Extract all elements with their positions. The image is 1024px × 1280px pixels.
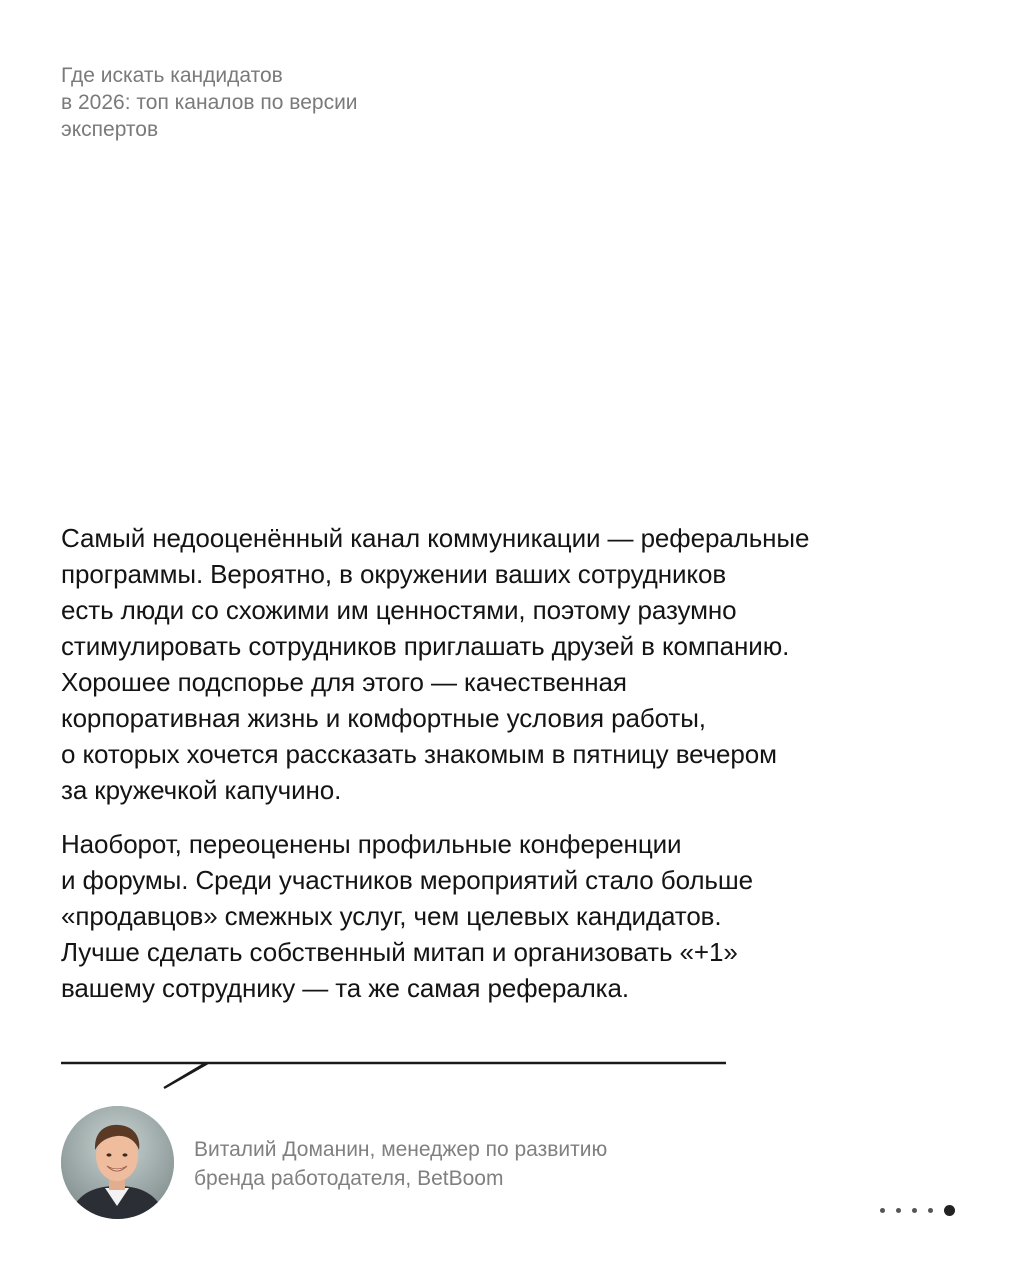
- text-line: за кружечкой капучино.: [61, 775, 342, 805]
- pagination-dot-active: [944, 1205, 955, 1216]
- header-title: [61, 62, 481, 143]
- pagination-dot: [928, 1208, 933, 1213]
- text-line: Хорошее подспорье для этого — качественная: [61, 667, 627, 697]
- quote-paragraph: [61, 826, 961, 1006]
- text-line: стимулировать сотрудников приглашать друзей в компанию.: [61, 631, 790, 661]
- text-line: о которых хочется рассказать знакомым в пятницу вечером: [61, 739, 777, 769]
- quote-paragraph: [61, 520, 961, 808]
- author-role-line: бренда работодателя, BetBoom: [194, 1167, 504, 1190]
- text-line: Самый недооценённый канал коммуникации — реферальные: [61, 523, 810, 553]
- pagination-dot: [912, 1208, 917, 1213]
- header-title-line: в 2026: топ каналов по версии: [61, 91, 358, 114]
- text-line: вашему сотруднику — та же самая рефералка.: [61, 973, 630, 1003]
- text-line: программы. Вероятно, в окружении ваших сотрудников: [61, 559, 727, 589]
- pagination-dot: [880, 1208, 885, 1213]
- header-title-line: Где искать кандидатов: [61, 64, 283, 87]
- slide-pagination: [880, 1205, 955, 1216]
- author-caption: [194, 1135, 607, 1193]
- speech-bubble-pointer: [61, 1055, 731, 1095]
- text-line: и форумы. Среди участников мероприятий стало больше: [61, 865, 754, 895]
- author-name-line: Виталий Доманин, менеджер по развитию: [194, 1138, 608, 1161]
- header-title-line: экспертов: [61, 118, 159, 141]
- text-line: «продавцов» смежных услуг, чем целевых кандидатов.: [61, 901, 722, 931]
- person-portrait-icon: [61, 1106, 174, 1219]
- quote-text: [61, 520, 961, 1024]
- author-avatar: [61, 1106, 174, 1219]
- pagination-dot: [896, 1208, 901, 1213]
- text-line: Наоборот, переоценены профильные конференции: [61, 829, 682, 859]
- text-line: корпоративная жизнь и комфортные условия работы,: [61, 703, 706, 733]
- text-line: Лучше сделать собственный митап и организовать «+1»: [61, 937, 738, 967]
- text-line: есть люди со схожими им ценностями, поэтому разумно: [61, 595, 737, 625]
